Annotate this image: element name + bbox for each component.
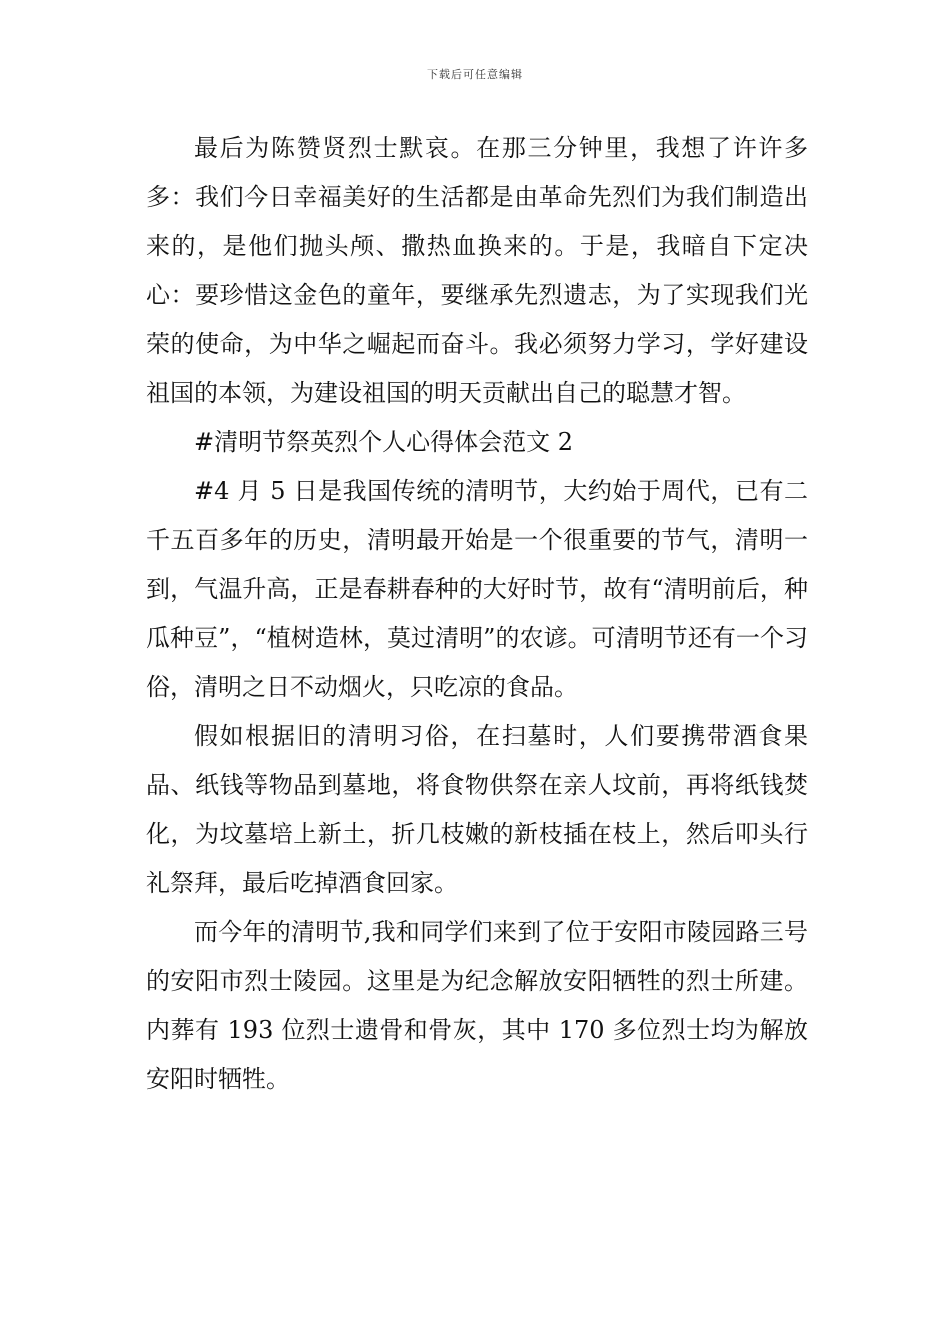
paragraph-3: 假如根据旧的清明习俗，在扫墓时，人们要携带酒食果品、纸钱等物品到墓地，将食物供祭在亲人坟前，再将纸钱焚化，为坟墓培上新土，折几枝嫩的新枝插在枝上，然后叩头行礼祭拜，最后吃掉酒食回家。 (146, 722, 808, 897)
paragraph-1: 最后为陈赞贤烈士默哀。在那三分钟里，我想了许许多多：我们今日幸福美好的生活都是由革命先烈们为我们制造出来的，是他们抛头颅、撒热血换来的。于是，我暗自下定决心：要珍惜这金色的童年，要继承先烈遗志，为了实现我们光荣的使命，为中华之崛起而奋斗。我必须努力学习，学好建设祖国的本领，为建设祖国的明天贡献出自己的聪慧才智。 (146, 134, 808, 407)
paragraph-4: 而今年的清明节,我和同学们来到了位于安阳市陵园路三号的安阳市烈士陵园。这里是为纪念解放安阳牺牲的烈士所建。内葬有 193 位烈士遗骨和骨灰，其中 170 多位烈士均为解放安阳时牺牲。 (146, 918, 808, 1093)
document-body (146, 124, 808, 1104)
section-heading: #清明节祭英烈个人心得体会范文 2 (194, 428, 574, 456)
paragraph-2: #4 月 5 日是我国传统的清明节，大约始于周代，已有二千五百多年的历史，清明最开始是一个很重要的节气，清明一到，气温升高，正是春耕春种的大好时节，故有“清明前后，种瓜种豆”，“植树造林，莫过清明”的农谚。可清明节还有一个习俗，清明之日不动烟火，只吃凉的食品。 (146, 477, 808, 701)
header-note: 下载后可任意编辑 (427, 68, 523, 81)
